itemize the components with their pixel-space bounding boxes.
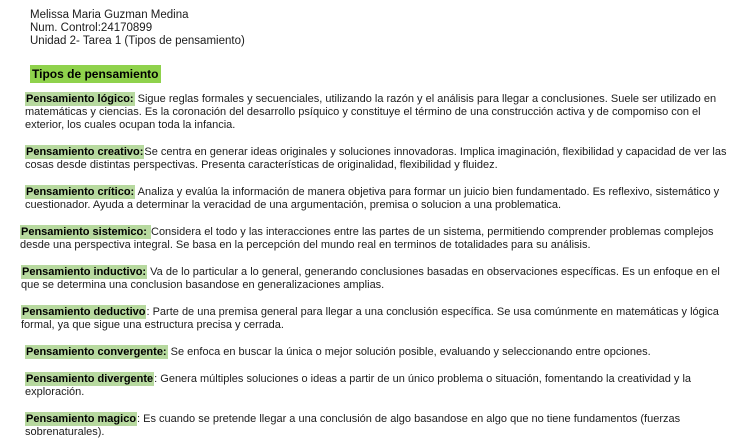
definition-text: Se enfoca en buscar la única o mejor solución posible, evaluando y seleccionando entre opciones. <box>167 346 651 358</box>
control-number: Num. Control:24170899 <box>30 22 153 34</box>
term-highlight: Pensamiento inductivo: <box>22 266 147 278</box>
term-highlight: Pensamiento crítico: <box>26 186 135 198</box>
author-name: Melissa Maria Guzman Medina <box>30 9 189 21</box>
definition-text: : Genera múltiples soluciones o ideas a partir de un único problema o situación, fomentando la creatividad y la exploración. <box>25 373 692 398</box>
term-highlight: Pensamiento lógico: <box>26 93 134 105</box>
title-highlight: Tipos de pensamiento <box>30 65 161 83</box>
definition-paragraph <box>20 226 736 252</box>
document-header <box>30 9 750 48</box>
definition-paragraph <box>25 146 736 172</box>
definition-paragraph <box>21 306 736 332</box>
definition-text: : Parte de una premisa general para llegar a una conclusión específica. Se usa comúnmente en matemáticas y lógica formal, ya que sigue una estructura precisa y cerrada. <box>21 306 719 331</box>
definition-paragraph <box>21 266 736 292</box>
term-highlight: Pensamiento creativo: <box>26 146 144 158</box>
definition-paragraph <box>25 413 736 439</box>
definition-text: Considera el todo y las interacciones entre las partes de un sistema, permitiendo comprender problemas complejos desde una perspectiva integral. Se basa en la percepción del mundo real en terminos de totalidades para su análisis. <box>20 226 714 251</box>
definition-text: Va de lo particular a lo general, generando conclusiones basadas en observaciones específicas. Es un enfoque en el que se determina una conclusion basandose en generalizaciones amplias. <box>21 266 720 291</box>
document-page <box>0 9 750 438</box>
assignment-line: Unidad 2- Tarea 1 (Tipos de pensamiento) <box>30 35 245 47</box>
definitions-list <box>0 93 750 439</box>
definition-paragraph <box>25 93 736 132</box>
term-highlight: Pensamiento divergente <box>26 373 154 385</box>
page-title <box>30 67 750 81</box>
definition-text: Se centra en generar ideas originales y soluciones innovadoras. Implica imaginación, flexibilidad y capacidad de ver las cosas desde distintas perspectivas. Presenta características de originalidad, flexibilidad y fluidez. <box>25 146 727 171</box>
definition-text: Analiza y evalúa la información de manera objetiva para formar un juicio bien fundamentado. Es reflexivo, sistemático y cuestionador. Ayuda a determinar la veracidad de una argumentación, premisa o solucion a una problematica. <box>25 186 720 211</box>
term-highlight: Pensamiento sistemico: <box>21 226 150 238</box>
term-highlight: Pensamiento convergente: <box>26 346 167 358</box>
definition-text: Sigue reglas formales y secuenciales, utilizando la razón y el análisis para llegar a conclusiones. Suele ser utilizado en matemáticas y ciencias. Es la coronación del desarrollo psíquico y constituye el término de una construcción activa y de compomiso con el exterior, los cuales ocupan toda la infancia. <box>25 93 717 131</box>
definition-text: : Es cuando se pretende llegar a una conclusión de algo basandose en algo que no tiene fundamentos (fuerzas sobrenaturales). <box>25 413 681 438</box>
definition-paragraph <box>25 186 736 212</box>
definition-paragraph <box>25 373 736 399</box>
term-highlight: Pensamiento deductivo <box>22 306 146 318</box>
term-highlight: Pensamiento magico <box>26 413 137 425</box>
definition-paragraph <box>25 346 736 359</box>
